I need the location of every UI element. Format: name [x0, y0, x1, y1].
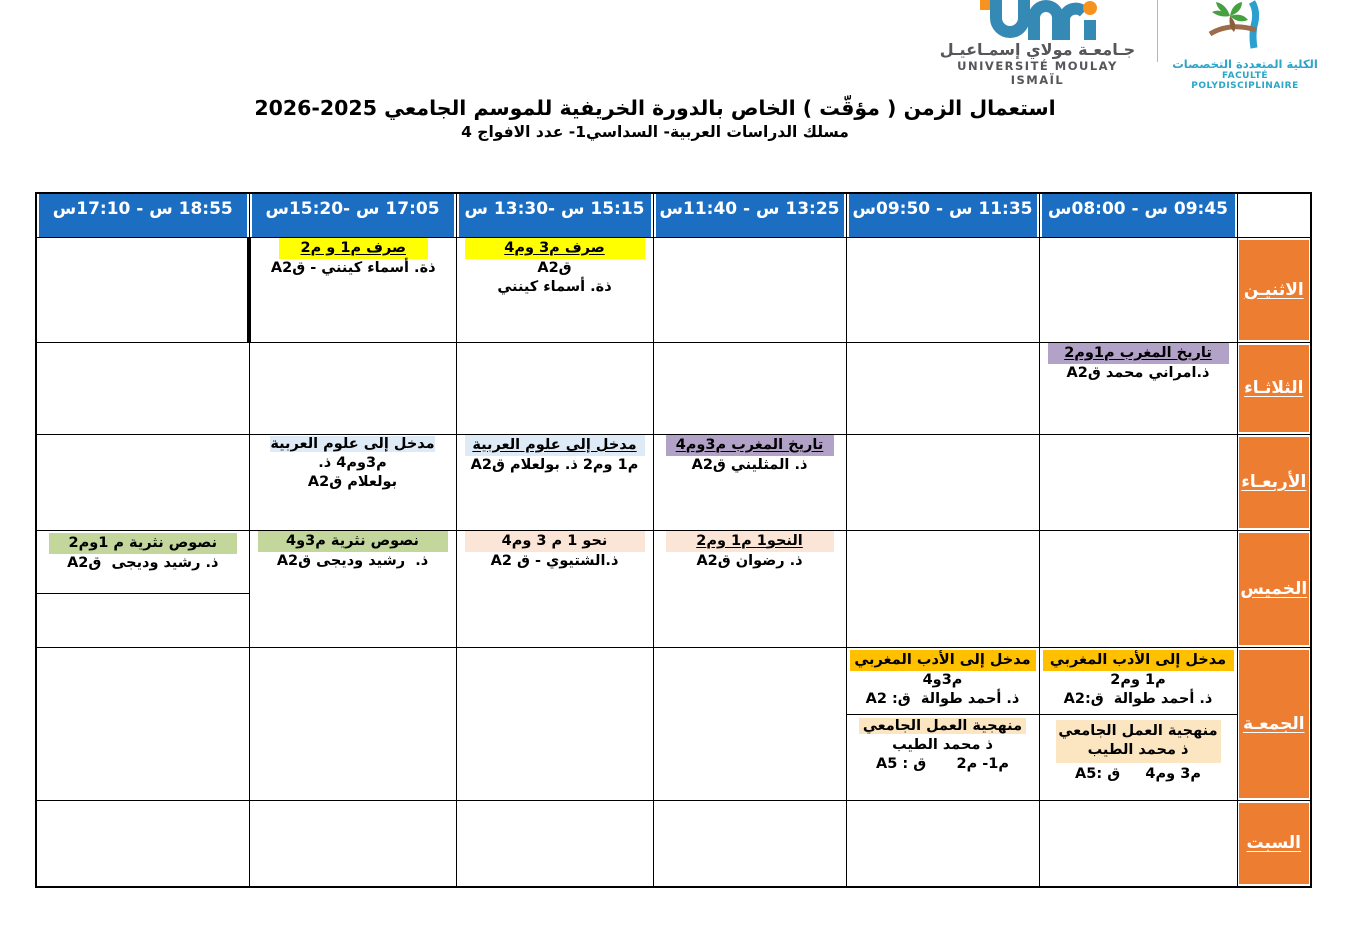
course-groups: م3و4	[922, 671, 963, 688]
timetable	[35, 192, 1312, 888]
row-tuesday	[36, 342, 1311, 434]
cell-friday-0800	[1039, 647, 1237, 800]
day-cell-friday	[1237, 647, 1311, 800]
cell-wednesday-0950	[846, 434, 1039, 530]
course-title: مدخل إلى علوم العربية	[270, 435, 435, 452]
cell-monday-1710	[36, 237, 249, 342]
cell-thursday-1330	[456, 530, 653, 647]
course-room: قA2	[537, 259, 572, 276]
cell-tuesday-1330	[456, 342, 653, 434]
page-title: استعمال الزمن ( مؤقّت ) الخاص بالدورة الخريفية للموسم الجامعي 2025-2026	[254, 96, 1056, 120]
course-title: منهجية العمل الجامعي	[1058, 722, 1218, 739]
time-header-1330-label: س 13:30- س 15:15	[464, 199, 645, 219]
cell-monday-1520	[249, 237, 456, 342]
cell-friday-0950-top	[847, 648, 1039, 715]
time-header-1710-label: س17:10 - س 18:55	[52, 199, 233, 219]
course-teacher: ذ.الشتيوي - ق A2	[490, 552, 619, 569]
day-label-wednesday: الأربعـاء	[1239, 437, 1310, 528]
time-header-1330	[456, 193, 653, 237]
course-title: النحو1 م1 وم2	[666, 531, 834, 552]
cell-wednesday-0800	[1039, 434, 1237, 530]
course-groups-room: م1- م2 ق : A5	[876, 755, 1009, 772]
row-saturday	[36, 800, 1311, 887]
cell-monday-1330	[456, 237, 653, 342]
course-title-line	[847, 717, 1039, 736]
day-label-saturday: السبت	[1239, 803, 1310, 885]
cell-tuesday-1710	[36, 342, 249, 434]
faculty-logo	[1170, 0, 1320, 91]
day-cell-thursday	[1237, 530, 1311, 647]
course-teacher: ذة. أسماء كينني - قA2	[270, 259, 436, 276]
cell-tuesday-1520	[249, 342, 456, 434]
cell-friday-1710	[36, 647, 249, 800]
course-title: تاريخ المغرب م3وم4	[666, 435, 834, 456]
faculty-arabic-name: الكلية المتعددة التخصصات	[1172, 57, 1318, 71]
time-header-0800	[1039, 193, 1237, 237]
row-wednesday	[36, 434, 1311, 530]
course-title: نحو 1 م 3 وم4	[465, 531, 645, 552]
cell-wednesday-1710	[36, 434, 249, 530]
day-label-thursday: الخميس	[1239, 533, 1310, 645]
course-teacher: ذ. أحمد طوالة ق:A2	[1063, 690, 1213, 707]
cell-tuesday-0800	[1039, 342, 1237, 434]
course-title: صرف م1 و م2	[279, 238, 428, 259]
document-titles	[0, 96, 1310, 143]
cell-tuesday-0950	[846, 342, 1039, 434]
day-cell-tuesday	[1237, 342, 1311, 434]
day-label-monday: الاثنيـن	[1239, 240, 1310, 340]
cell-friday-1140	[653, 647, 846, 800]
time-header-0950-label: س09:50 - س 11:35	[852, 199, 1033, 219]
course-groups: م3وم4 ذ.	[265, 435, 387, 471]
day-label-friday: الجمعـة	[1239, 650, 1310, 798]
cell-thursday-1520	[249, 530, 456, 647]
row-friday	[36, 647, 1311, 800]
course-title-line	[250, 435, 456, 473]
cell-tuesday-1140	[653, 342, 846, 434]
palm-tree-icon	[1200, 0, 1290, 52]
course-teacher: ذ. رشيد وديجى قA2	[276, 552, 429, 569]
umi-latin-name: UNIVERSITÉ MOULAY ISMAÏL	[957, 59, 1118, 87]
course-teacher: ذ محمد الطيب	[892, 736, 993, 753]
cell-saturday-0950	[846, 800, 1039, 887]
day-column-header	[1237, 193, 1311, 237]
course-teacher: ذ محمد الطيب	[1087, 741, 1189, 758]
page-subtitle: مسلك الدراسات العربية- السداسي1- عدد الافواج 4	[461, 122, 849, 141]
umi-arabic-name: جـامعـة مولاي إسمـاعيـل	[939, 40, 1136, 59]
day-label-tuesday: الثلاثـاء	[1239, 345, 1310, 432]
cell-wednesday-1330	[456, 434, 653, 530]
cell-monday-0950	[846, 237, 1039, 342]
cell-friday-0800-top	[1040, 648, 1237, 715]
course-teacher: ذ. رضوان قA2	[696, 552, 803, 569]
course-groups-room: م3 وم4 ق :A5	[1075, 765, 1201, 782]
course-title: منهجية العمل الجامعي	[859, 718, 1026, 734]
course-teacher: ذ. المثليني قA2	[691, 456, 808, 473]
course-teacher: ذ. أحمد طوالة ق: A2	[865, 690, 1020, 707]
cell-friday-1330	[456, 647, 653, 800]
cell-saturday-0800	[1039, 800, 1237, 887]
day-cell-wednesday	[1237, 434, 1311, 530]
course-title-box	[1056, 720, 1221, 763]
faculty-latin-name: FACULTÉ POLYDISCIPLINAIRE	[1191, 71, 1299, 91]
cell-friday-0950-bottom	[847, 715, 1039, 797]
course-teacher: ذ.امراني محمد قA2	[1066, 364, 1210, 381]
row-monday	[36, 237, 1311, 342]
row-thursday	[36, 530, 1311, 647]
time-header-row	[36, 193, 1311, 237]
day-cell-monday	[1237, 237, 1311, 342]
cell-saturday-1710	[36, 800, 249, 887]
course-title: مدخل إلى الأدب المغربي	[1043, 650, 1234, 671]
time-header-0950	[846, 193, 1039, 237]
course-title: تاريخ المغرب م1وم2	[1048, 343, 1229, 364]
cell-thursday-1710-top	[37, 531, 249, 594]
course-teacher: م1 وم2 ذ. بولعلام قA2	[470, 456, 639, 473]
course-title: نصوص نثرية م3و4	[258, 531, 448, 552]
cell-friday-0800-bottom	[1040, 715, 1237, 797]
course-title: مدخل إلى الأدب المغربي	[850, 650, 1036, 671]
time-header-1520	[249, 193, 456, 237]
time-header-0800-label: س08:00 - س 09:45	[1048, 199, 1228, 219]
day-cell-saturday	[1237, 800, 1311, 887]
cell-thursday-1710-bottom	[37, 594, 249, 644]
logo-area	[930, 0, 1340, 92]
umi-logo	[930, 0, 1145, 87]
cell-monday-1140	[653, 237, 846, 342]
time-header-1710	[36, 193, 249, 237]
cell-friday-1520	[249, 647, 456, 800]
course-title: نصوص نثرية م 1وم2	[49, 533, 237, 554]
umi-logo-icon	[978, 0, 1098, 42]
logo-separator	[1157, 0, 1158, 62]
course-title: صرف م3 وم4	[465, 238, 645, 259]
cell-thursday-0950	[846, 530, 1039, 647]
course-teacher: ذة. أسماء كينني	[497, 278, 612, 295]
cell-thursday-1140	[653, 530, 846, 647]
cell-wednesday-1140	[653, 434, 846, 530]
course-teacher: ذ. رشيد وديجى قA2	[67, 554, 219, 571]
cell-wednesday-1520	[249, 434, 456, 530]
cell-saturday-1520	[249, 800, 456, 887]
cell-thursday-0800	[1039, 530, 1237, 647]
course-groups: م1 وم2	[1110, 671, 1166, 688]
cell-monday-0800	[1039, 237, 1237, 342]
cell-saturday-1330	[456, 800, 653, 887]
time-header-1140-label: س11:40 - س 13:25	[659, 199, 840, 219]
time-header-1140	[653, 193, 846, 237]
course-title: مدخل إلى علوم العربية	[465, 435, 645, 456]
cell-friday-0950	[846, 647, 1039, 800]
course-teacher: بولعلام قA2	[307, 473, 398, 490]
cell-thursday-1710	[36, 530, 249, 647]
time-header-1520-label: س15:20- س 17:05	[265, 199, 440, 219]
cell-saturday-1140	[653, 800, 846, 887]
